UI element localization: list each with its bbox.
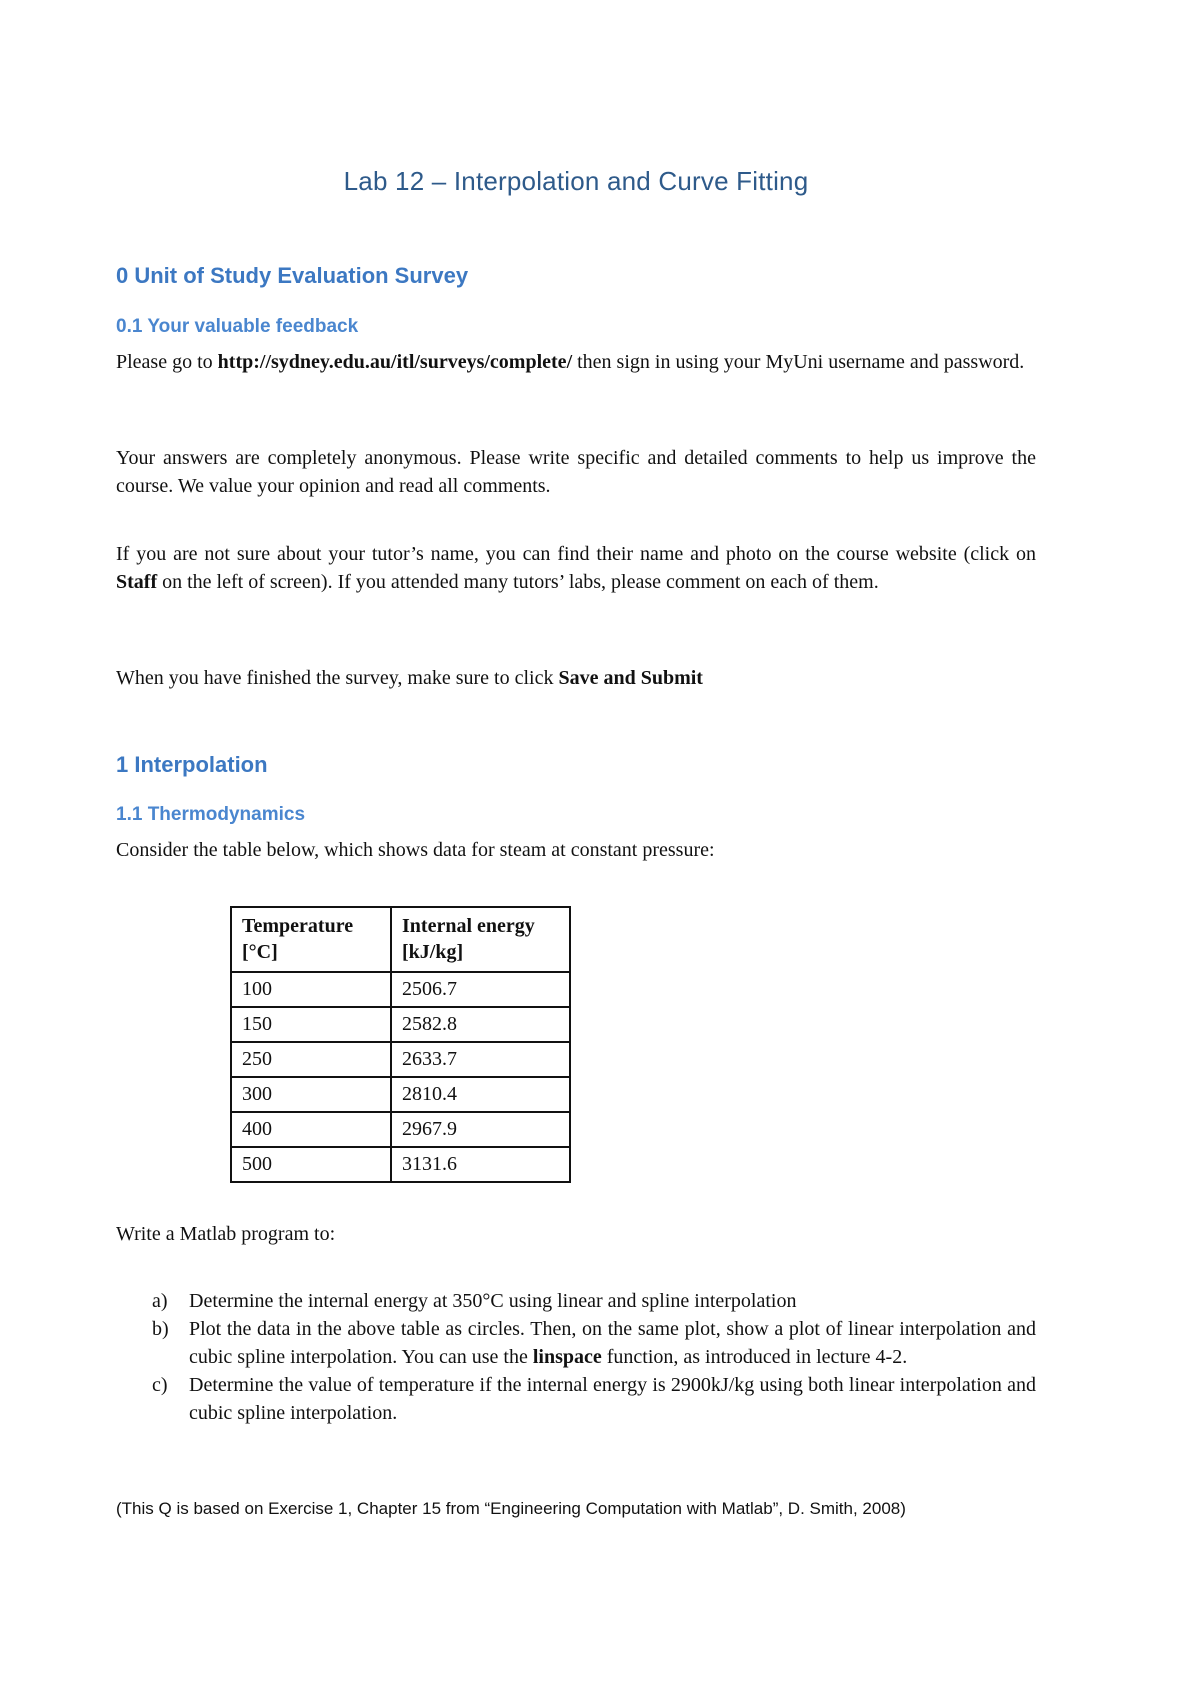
- task-text: Determine the internal energy at 350°C using linear and spline interpolation: [189, 1290, 797, 1312]
- survey-instructions-paragraph: [116, 348, 1036, 376]
- survey-url-link[interactable]: http://sydney.edu.au/itl/surveys/complete/: [217, 351, 573, 373]
- task-text-after: function, as introduced in lecture 4-2.: [601, 1346, 908, 1368]
- table-intro-paragraph: Consider the table below, which shows data for steam at constant pressure:: [116, 839, 715, 861]
- submit-paragraph: [116, 664, 1036, 692]
- task-item-a: [116, 1287, 1036, 1315]
- internal-energy-cell: 2810.4: [391, 1077, 570, 1112]
- task-list: [116, 1287, 1036, 1427]
- task-marker: b): [152, 1318, 169, 1340]
- subsection-heading-feedback: 0.1 Your valuable feedback: [116, 316, 359, 337]
- task-item-b: [116, 1315, 1036, 1371]
- subsection-heading-thermodynamics: 1.1 Thermodynamics: [116, 804, 306, 825]
- internal-energy-header: Internal energy [kJ/kg]: [391, 907, 570, 972]
- survey-instructions-prefix: Please go to: [116, 351, 218, 373]
- task-item-c: [116, 1371, 1036, 1427]
- section-heading-survey: 0 Unit of Study Evaluation Survey: [116, 263, 469, 288]
- task-text-before: Plot the data in the above table as circles. Then, on the same plot, show a plot of linear interpolation and cubic spline interpolation. You can use the: [189, 1318, 1036, 1368]
- internal-energy-cell: 2582.8: [391, 1007, 570, 1042]
- internal-energy-cell: 2633.7: [391, 1042, 570, 1077]
- temperature-header: Temperature [°C]: [231, 907, 391, 972]
- linspace-keyword: linspace: [532, 1346, 602, 1368]
- temperature-cell: 150: [231, 1007, 391, 1042]
- page-title: Lab 12 – Interpolation and Curve Fitting: [343, 166, 809, 196]
- task-marker: c): [152, 1374, 168, 1396]
- table-row: [231, 1042, 570, 1077]
- temperature-cell: 400: [231, 1112, 391, 1147]
- tutor-paragraph-prefix: If you are not sure about your tutor’s name, you can find their name and photo on the course website (click on: [116, 543, 1036, 565]
- staff-label: Staff: [116, 571, 158, 593]
- table-row: [231, 1112, 570, 1147]
- table-row: [231, 972, 570, 1007]
- survey-instructions-suffix: then sign in using your MyUni username and password.: [572, 351, 1025, 373]
- task-marker: a): [152, 1290, 168, 1312]
- tutor-paragraph-suffix: on the left of screen). If you attended many tutors’ labs, please comment on each of them.: [157, 571, 879, 593]
- table-row: [231, 1077, 570, 1112]
- internal-energy-cell: 2967.9: [391, 1112, 570, 1147]
- task-text: Determine the value of temperature if the internal energy is 2900kJ/kg using both linear interpolation and cubic spline interpolation.: [189, 1374, 1036, 1424]
- internal-energy-cell: 3131.6: [391, 1147, 570, 1182]
- temperature-cell: 300: [231, 1077, 391, 1112]
- section-heading-interpolation: 1 Interpolation: [116, 752, 268, 777]
- task-intro-paragraph: Write a Matlab program to:: [116, 1223, 336, 1245]
- table-row: [231, 1147, 570, 1182]
- table-row: [231, 1007, 570, 1042]
- anonymity-paragraph: Your answers are completely anonymous. Please write specific and detailed comments to help us improve the course. We value your opinion and read all comments.: [116, 447, 1036, 497]
- temperature-cell: 500: [231, 1147, 391, 1182]
- steam-data-table: [230, 906, 571, 1183]
- tutor-paragraph: [116, 540, 1036, 596]
- citation-note: (This Q is based on Exercise 1, Chapter 15 from “Engineering Computation with Matlab”, D. Smith, 2008): [116, 1499, 906, 1518]
- temperature-cell: 250: [231, 1042, 391, 1077]
- submit-paragraph-prefix: When you have finished the survey, make sure to click: [116, 667, 559, 689]
- internal-energy-cell: 2506.7: [391, 972, 570, 1007]
- table-header-row: [231, 907, 570, 972]
- temperature-cell: 100: [231, 972, 391, 1007]
- save-and-submit-label: Save and Submit: [558, 667, 703, 689]
